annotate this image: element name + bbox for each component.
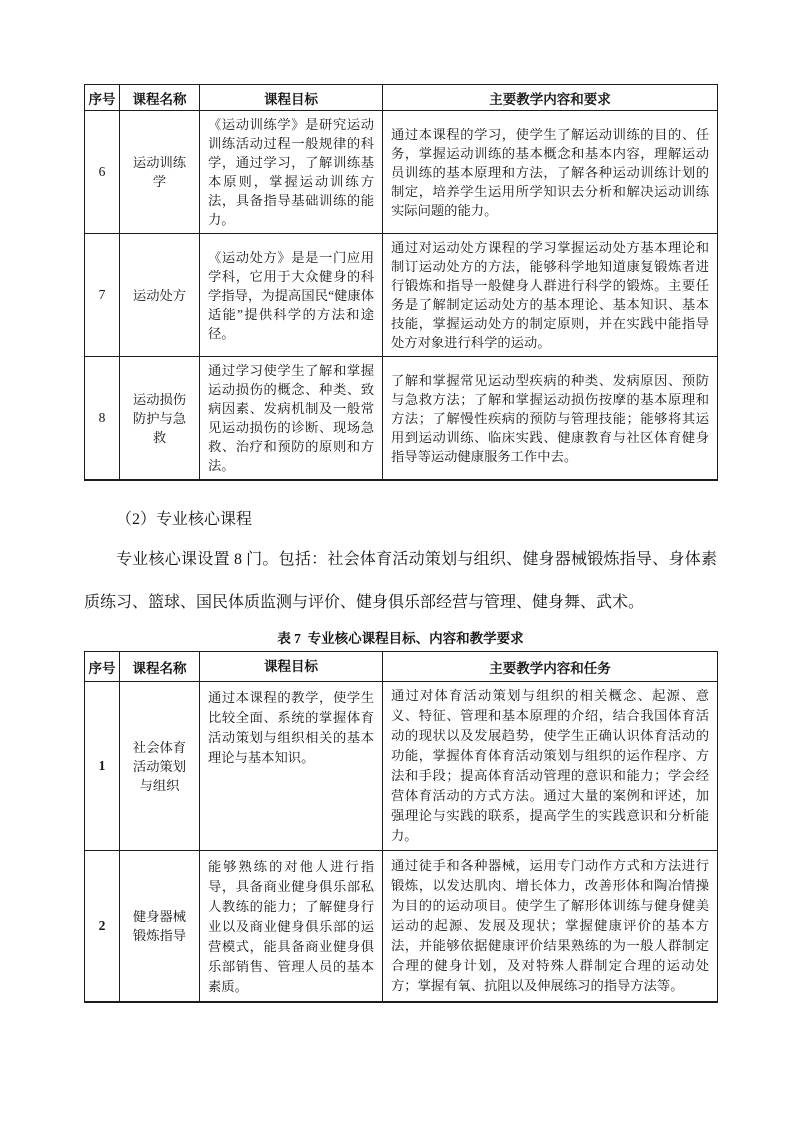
table-row (85, 682, 718, 851)
cell-course-goal: 通过学习使学生了解和掌握运动损伤的概念、种类、致病因素、发病机制及一般常见运动损伤的诊断、现场急救、治疗和预防的原则和方法。 (200, 357, 383, 481)
table7-caption: 表 7 专业核心课程目标、内容和教学要求 (277, 631, 524, 646)
cell-main-content: 通过对体育活动策划与组织的相关概念、起源、意义、特征、管理和基本原理的介绍，结合我国体育活动的现状以及发展趋势，使学生正确认识体育活动的功能，掌握体育体育活动策划与组织的运作程序、方法和手段；提高体育活动管理的意识和能力；学会经营体育活动的方式方法。通过大量的案例和评述，加强理论与实践的联系，提高学生的实践意识和分析能力。 (383, 682, 718, 851)
cell-course-goal: 能够熟练的对他人进行指导，具备商业健身俱乐部私人教练的能力；了解健身行业以及商业健身俱乐部的运营模式，能具备商业健身俱乐部销售、管理人员的基本素质。 (200, 851, 383, 1003)
page-content (84, 84, 717, 1003)
cell-course-name: 社会体育活动策划与组织 (120, 682, 200, 851)
column-header-course-name: 课程名称 (120, 652, 200, 682)
cell-course-name: 运动处方 (120, 234, 200, 357)
column-header-main-content: 主要教学内容和要求 (383, 85, 718, 111)
column-header-course-goal: 课程目标 (200, 652, 383, 682)
column-header-seq: 序号 (85, 85, 120, 111)
core-course-table (84, 651, 718, 1003)
cell-main-content: 了解和掌握常见运动型疾病的种类、发病原因、预防与急救方法；了解和掌握运动损伤按摩的基本原理和方法；了解慢性疾病的预防与管理技能；能够将其运用到运动训练、临床实践、健康教育与社区体育健身指导等运动健康服务工作中去。 (383, 357, 718, 481)
table-row (85, 234, 718, 357)
cell-course-goal: 《运动训练学》是研究运动训练活动过程一般规律的科学，通过学习，了解训练基本原则，掌握运动训练方法，具备指导基础训练的能力。 (200, 111, 383, 234)
cell-course-goal: 《运动处方》是是一门应用学科，它用于大众健身的科学指导，为提高国民“健康体适能”提供科学的方法和途径。 (200, 234, 383, 357)
cell-course-name: 健身器械锻炼指导 (120, 851, 200, 1003)
cell-seq: 8 (85, 357, 120, 481)
course-table-6-8 (84, 84, 718, 481)
table-row (85, 357, 718, 481)
table-header-row (85, 652, 718, 682)
cell-course-name: 运动训练学 (120, 111, 200, 234)
cell-main-content: 通过徒手和各种器械，运用专门动作方式和方法进行锻炼，以发达肌肉、增长体力，改善形体和陶冶情操为目的的运动项目。使学生了解形体训练与健身健美运动的起源、发展及现状；掌握健康评价的基本方法，并能够依据健康评价结果熟练的为一般人群制定合理的健身计划，及对特殊人群制定合理的运动处方；掌握有氧、抗阻以及伸展练习的指导方法等。 (383, 851, 718, 1003)
cell-seq: 2 (85, 851, 120, 1003)
cell-main-content: 通过本课程的学习，使学生了解运动训练的目的、任务，掌握运动训练的基本概念和基本内容，理解运动员训练的基本原理和方法，了解各种运动训练计划的制定，培养学生运用所学知识去分析和解决运动训练实际问题的能力。 (383, 111, 718, 234)
cell-seq: 7 (85, 234, 120, 357)
table-header-row (85, 85, 718, 111)
column-header-main-tasks: 主要教学内容和任务 (383, 652, 718, 682)
column-header-course-goal: 课程目标 (200, 85, 383, 111)
body-paragraph: 专业核心课设置 8 门。包括：社会体育活动策划与组织、健身器械锻炼指导、身体素质练习、篮球、国民体质监测与评价、健身俱乐部经营与管理、健身舞、武术。 (84, 551, 717, 611)
column-header-course-name: 课程名称 (120, 85, 200, 111)
cell-course-goal: 通过本课程的教学，使学生比较全面、系统的掌握体育活动策划与组织相关的基本理论与基本知识。 (200, 682, 383, 851)
cell-course-name: 运动损伤防护与急救 (120, 357, 200, 481)
cell-seq: 6 (85, 111, 120, 234)
section-heading: （2）专业核心课程 (116, 511, 253, 528)
table-row (85, 111, 718, 234)
table-row (85, 851, 718, 1003)
column-header-seq: 序号 (85, 652, 120, 682)
cell-main-content: 通过对运动处方课程的学习掌握运动处方基本理论和制订运动处方的方法，能够科学地知道康复锻炼者进行锻炼和指导一般健身人群进行科学的锻炼。主要任务是了解制定运动处方的基本理论、基本知识、基本技能，掌握运动处方的制定原则，并在实践中能指导处方对象进行科学的运动。 (383, 234, 718, 357)
cell-seq: 1 (85, 682, 120, 851)
